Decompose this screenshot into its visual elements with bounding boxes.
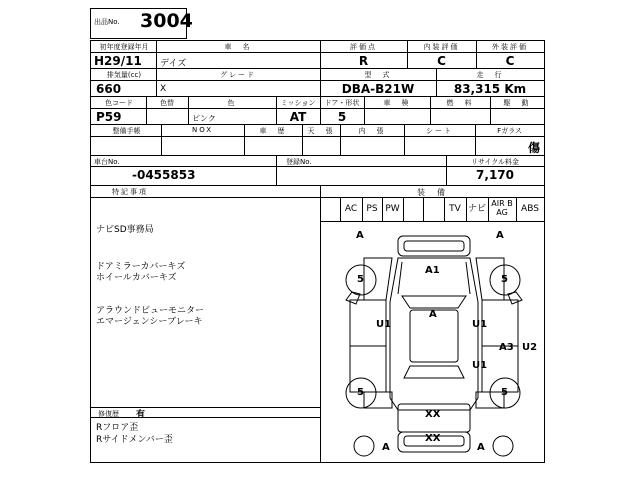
- header-recycle: リサイクル料金: [470, 158, 520, 166]
- header-model: 型 式: [364, 71, 392, 79]
- value-color-code: P59: [96, 110, 122, 124]
- value-grade: X: [160, 84, 167, 94]
- mark-roof: A: [429, 309, 437, 320]
- value-model: DBA-B21W: [341, 82, 415, 96]
- lot-label: 出品No.: [94, 18, 120, 26]
- value-recycle: 7,170: [476, 168, 514, 182]
- value-color: ピンク: [192, 114, 216, 123]
- note-line-3: ホイールカバーキズ: [96, 273, 177, 283]
- mark-tire-fl: 5: [357, 274, 364, 285]
- mark-bonnet: A1: [425, 265, 440, 276]
- value-fglass: 傷: [527, 141, 540, 155]
- header-car-name: 車 名: [224, 43, 252, 51]
- note-line-4: アラウンドビューモニター: [96, 306, 205, 316]
- value-repair: 有: [136, 410, 146, 420]
- header-displacement: 排気量(cc): [106, 71, 142, 79]
- header-exterior: 外装評価: [492, 43, 528, 51]
- header-color-code: 色コード: [105, 99, 133, 107]
- header-color-type: 色替: [160, 99, 174, 107]
- header-inspection: 車 検: [383, 99, 411, 107]
- mark-tire-rl: 5: [357, 387, 364, 398]
- front-bumper-part: [398, 236, 470, 256]
- header-equipment: 装 備: [417, 188, 447, 197]
- value-year: H29/11: [94, 54, 142, 68]
- header-fglass: Fガラス: [497, 127, 522, 135]
- header-notes: 特記事項: [112, 188, 148, 196]
- header-door-shape: ドア・形状: [324, 99, 360, 107]
- header-year: 初年度登録年月: [99, 43, 149, 51]
- equipment-airbag: AIR BAG: [491, 199, 513, 217]
- header-interior: 内装評価: [423, 43, 460, 51]
- header-sunroof: 天 張: [307, 127, 335, 135]
- header-grade: グレード: [220, 71, 256, 79]
- note-line-5: エマージェンシーブレーキ: [96, 317, 203, 327]
- value-car-name: デイズ: [160, 59, 187, 69]
- left-mirror: [346, 292, 360, 304]
- mark-tire-fr: 5: [501, 274, 508, 285]
- rear-right-corner: [493, 436, 513, 456]
- value-interior: C: [437, 54, 446, 68]
- value-displacement: 660: [96, 82, 122, 96]
- header-seat: シート: [426, 127, 453, 135]
- repair-note-1: Rフロア歪: [96, 423, 139, 433]
- rear-window-part: [404, 366, 464, 378]
- equipment-navi: ナビ: [467, 204, 486, 214]
- lot-number: 3004: [140, 10, 193, 32]
- value-door-shape: 5: [337, 110, 347, 124]
- equipment-abs: ABS: [521, 204, 539, 214]
- mark-rear-right: A: [477, 442, 485, 453]
- header-repair: 修復歴: [98, 410, 119, 418]
- header-mission: ミッション: [280, 99, 316, 107]
- header-mileage: 走 行: [476, 71, 504, 79]
- mark-rear-bumper: XX: [425, 433, 441, 444]
- mark-right-side: A3: [499, 342, 514, 353]
- note-line-2: ドアミラーカバーキズ: [96, 262, 186, 272]
- header-maintenance: 整備手帳: [112, 127, 141, 135]
- value-mission: AT: [289, 110, 307, 124]
- right-front-door: [482, 300, 518, 346]
- rear-left-corner: [354, 436, 374, 456]
- mark-tire-rr: 5: [501, 387, 508, 398]
- header-color: 色: [227, 99, 237, 107]
- value-exterior: C: [505, 54, 515, 68]
- header-history: 車 歴: [259, 127, 287, 135]
- mark-pillar-left: U1: [376, 319, 392, 330]
- value-score: R: [358, 54, 369, 68]
- header-chassis: 車台No.: [94, 158, 120, 166]
- equipment-pw: PW: [385, 204, 400, 214]
- header-registration: 登録No.: [286, 158, 312, 166]
- left-rear-door: [350, 346, 386, 392]
- mark-front-left: A: [356, 230, 364, 241]
- mark-right-rear-door: U1: [472, 360, 488, 371]
- header-fuel: 燃 料: [446, 99, 474, 107]
- mark-front-right: A: [496, 230, 504, 241]
- repair-note-2: Rサイドメンバー歪: [96, 435, 173, 445]
- mark-right-side-extra: U2: [522, 342, 538, 353]
- value-mileage: 83,315 Km: [453, 82, 527, 96]
- equipment-ps: PS: [366, 204, 378, 214]
- mark-rear-panel: XX: [425, 409, 441, 420]
- equipment-ac: AC: [344, 204, 358, 214]
- note-line-1: ナビSD事務局: [96, 225, 154, 235]
- body-part: [390, 258, 478, 410]
- header-nox: NOX: [191, 126, 214, 134]
- equipment-tv: TV: [449, 204, 461, 214]
- header-score: 評価点: [350, 43, 377, 51]
- mark-pillar-right: U1: [472, 319, 488, 330]
- value-chassis: -0455853: [132, 168, 196, 182]
- header-drive: 駆 動: [503, 99, 531, 107]
- header-interior-trim: 内 張: [358, 127, 386, 135]
- mark-rear-left: A: [382, 442, 390, 453]
- windshield-part: [402, 296, 466, 308]
